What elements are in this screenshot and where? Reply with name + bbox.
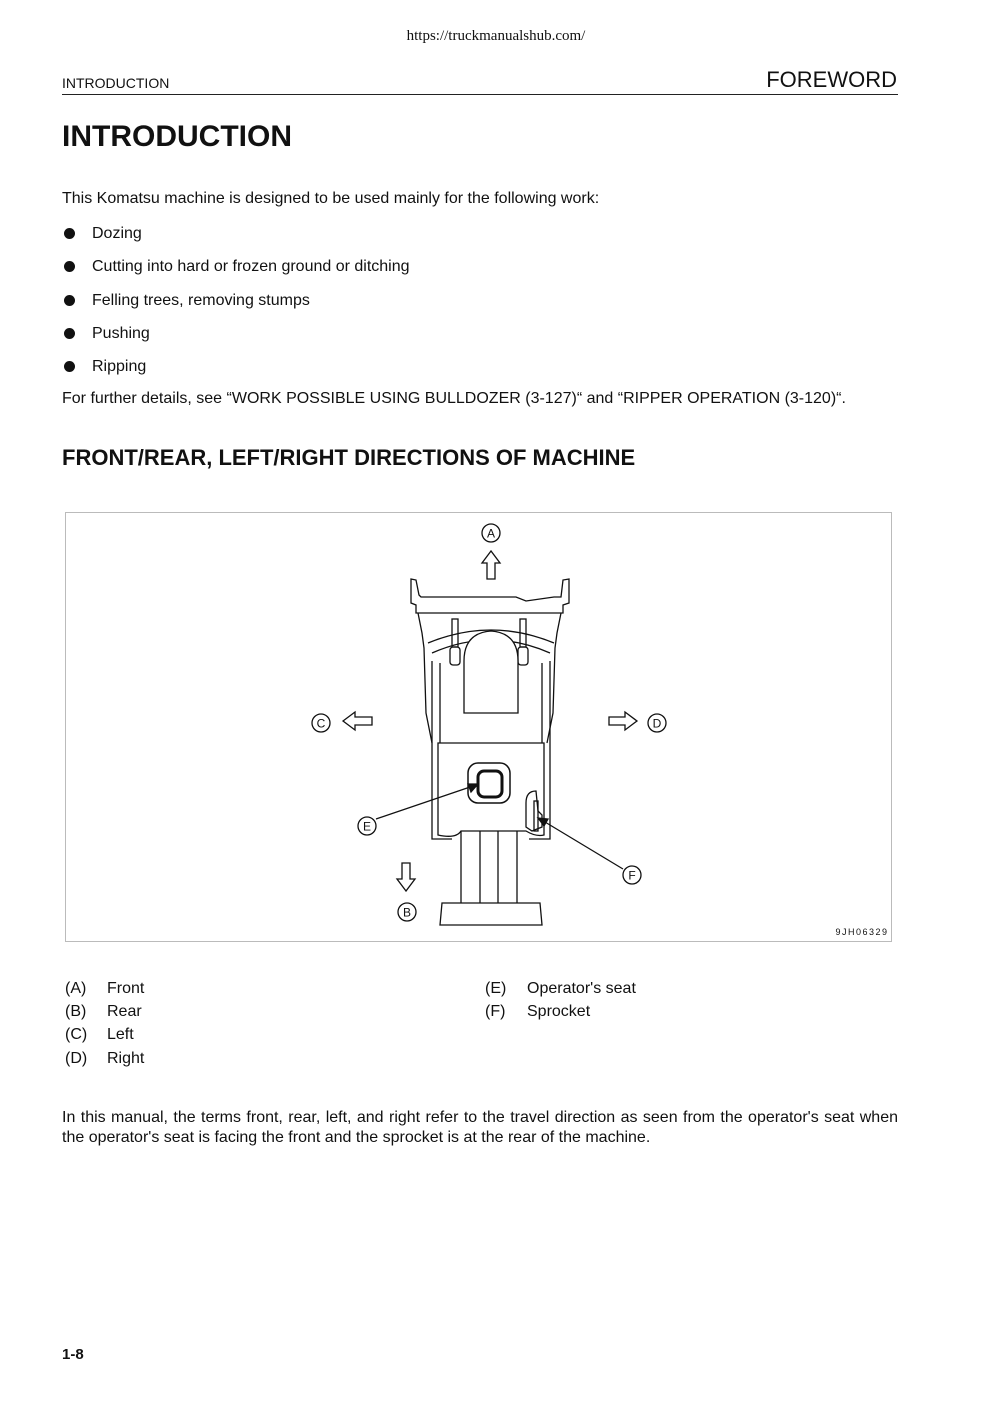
blade-shape [411, 579, 569, 613]
list-item [62, 324, 410, 357]
bullet-icon [64, 228, 75, 239]
list-item-label: Dozing [92, 225, 142, 242]
legend-item [485, 1003, 590, 1021]
legend-item [65, 1026, 134, 1044]
legend-item [65, 1050, 144, 1068]
legend-key: (D) [65, 1050, 88, 1067]
closing-text: In this manual, the terms front, rear, left, and right refer to the travel direction as seen from the operator's seat when the operator's seat is facing the front and the sprocket is at the rear of the machine. [62, 1109, 898, 1146]
lift-cylinder-right-rod [518, 647, 528, 665]
arrow-rear-icon [397, 863, 415, 891]
legend-item [65, 1003, 142, 1021]
list-item [62, 291, 410, 324]
bulldozer-diagram [66, 513, 893, 943]
figure-code: 9JH06329 [835, 927, 889, 937]
legend-label: Rear [107, 1003, 142, 1020]
legend-key: (F) [485, 1003, 506, 1020]
arrow-left-icon [343, 712, 372, 730]
legend-item [65, 980, 144, 998]
legend-label: Front [107, 980, 145, 997]
header-rule [62, 94, 898, 95]
header-chapter: FOREWORD [766, 67, 897, 92]
list-item [62, 357, 410, 390]
leader-line-sprocket [540, 819, 623, 869]
callout-b-label: B [402, 905, 412, 920]
push-arm-right [547, 613, 561, 743]
legend-item [485, 980, 636, 998]
push-arm-left [418, 613, 432, 743]
source-url: https://truckmanualshub.com/ [406, 28, 586, 44]
legend-label: Sprocket [527, 1003, 591, 1020]
ripper-beam [440, 903, 542, 925]
legend-key: (B) [65, 1003, 87, 1020]
hood-shape [464, 631, 518, 713]
bullet-icon [64, 361, 75, 372]
page-title: INTRODUCTION [62, 120, 292, 153]
list-item-label: Pushing [92, 324, 150, 342]
page-number: 1-8 [62, 1346, 84, 1363]
machine-direction-figure [65, 512, 892, 942]
callout-e-label: E [362, 819, 372, 834]
list-item [62, 224, 410, 257]
section-title: FRONT/REAR, LEFT/RIGHT DIRECTIONS OF MACHINE [62, 445, 636, 470]
legend-key: (A) [65, 980, 87, 997]
list-item-label: Felling trees, removing stumps [92, 291, 310, 309]
arrow-right-icon [609, 712, 637, 730]
bullet-icon [64, 261, 75, 272]
callout-d-label: D [652, 716, 662, 731]
legend-key: (C) [65, 1026, 88, 1043]
legend-label: Operator's seat [527, 980, 636, 997]
cab-body [438, 743, 544, 836]
header-section: INTRODUCTION [62, 75, 170, 91]
list-item-label: Ripping [92, 358, 147, 376]
legend-label: Left [107, 1026, 134, 1043]
bullet-icon [64, 295, 75, 306]
intro-text: This Komatsu machine is designed to be used mainly for the following work: [62, 190, 600, 207]
list-item [62, 257, 410, 290]
lift-cylinder-left [452, 619, 458, 647]
bullet-icon [64, 328, 75, 339]
arrow-front-icon [482, 551, 500, 579]
list-item-label: Cutting into hard or frozen ground or ditching [92, 258, 410, 276]
further-details: For further details, see “WORK POSSIBLE USING BULLDOZER (3-127)“ and “RIPPER OPERATION (3-120)“. [62, 390, 846, 407]
lift-cylinder-left-rod [450, 647, 460, 665]
legend-key: (E) [485, 980, 507, 997]
callout-f-label: F [628, 868, 636, 883]
work-list [62, 224, 410, 390]
callout-c-label: C [316, 716, 326, 731]
callout-a-label: A [486, 526, 496, 541]
legend-label: Right [107, 1050, 145, 1067]
